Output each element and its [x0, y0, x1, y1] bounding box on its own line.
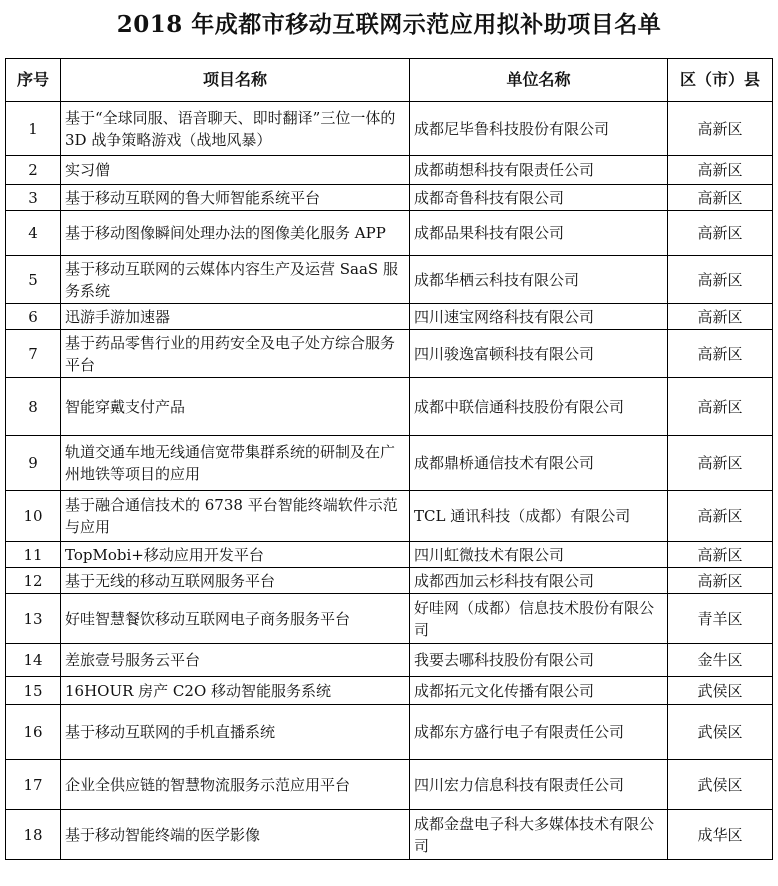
row-unit-name: 成都中联信通科技股份有限公司 — [410, 378, 668, 436]
row-unit-name: 成都金盘电子科大多媒体技术有限公司 — [410, 810, 668, 860]
header-district: 区（市）县 — [668, 59, 773, 102]
row-unit-name: 四川速宝网络科技有限公司 — [410, 304, 668, 330]
row-project-name: 企业全供应链的智慧物流服务示范应用平台 — [61, 760, 410, 810]
row-number: 18 — [6, 810, 61, 860]
row-district: 武侯区 — [668, 760, 773, 810]
row-number: 10 — [6, 491, 61, 542]
page-title: 2018 年成都市移动互联网示范应用拟补助项目名单 — [116, 11, 662, 38]
table-row — [6, 568, 773, 594]
row-project-name: 轨道交通车地无线通信宽带集群系统的研制及在广州地铁等项目的应用 — [61, 436, 410, 491]
table-row — [6, 810, 773, 860]
project-table — [5, 58, 773, 860]
row-district: 高新区 — [668, 378, 773, 436]
row-number: 9 — [6, 436, 61, 491]
row-project-name: 基于移动智能终端的医学影像 — [61, 810, 410, 860]
row-district: 高新区 — [668, 568, 773, 594]
row-unit-name: TCL 通讯科技（成都）有限公司 — [410, 491, 668, 542]
table-row — [6, 760, 773, 810]
table-row — [6, 256, 773, 304]
row-project-name: 实习僧 — [61, 156, 410, 185]
table-row — [6, 330, 773, 378]
row-number: 12 — [6, 568, 61, 594]
row-project-name: 基于无线的移动互联网服务平台 — [61, 568, 410, 594]
row-district: 成华区 — [668, 810, 773, 860]
row-project-name: 智能穿戴支付产品 — [61, 378, 410, 436]
row-project-name: 16HOUR 房产 C2O 移动智能服务系统 — [61, 677, 410, 705]
row-district: 高新区 — [668, 185, 773, 211]
row-project-name: 基于移动互联网的云媒体内容生产及运营 SaaS 服务系统 — [61, 256, 410, 304]
row-unit-name: 四川骏逸富顿科技有限公司 — [410, 330, 668, 378]
row-project-name: 基于移动互联网的鲁大师智能系统平台 — [61, 185, 410, 211]
row-number: 3 — [6, 185, 61, 211]
row-district: 高新区 — [668, 436, 773, 491]
row-unit-name: 成都鼎桥通信技术有限公司 — [410, 436, 668, 491]
row-district: 高新区 — [668, 256, 773, 304]
header-unit: 单位名称 — [410, 59, 668, 102]
table-row — [6, 156, 773, 185]
row-number: 6 — [6, 304, 61, 330]
row-unit-name: 好哇网（成都）信息技术股份有限公司 — [410, 594, 668, 644]
row-project-name: 基于移动图像瞬间处理办法的图像美化服务 APP — [61, 211, 410, 256]
table-row — [6, 677, 773, 705]
row-number: 5 — [6, 256, 61, 304]
header-no: 序号 — [6, 59, 61, 102]
row-district: 青羊区 — [668, 594, 773, 644]
row-number: 8 — [6, 378, 61, 436]
table-row — [6, 211, 773, 256]
table-row — [6, 102, 773, 156]
table-header-row — [6, 59, 773, 102]
row-unit-name: 成都华栖云科技有限公司 — [410, 256, 668, 304]
table-row — [6, 185, 773, 211]
row-number: 2 — [6, 156, 61, 185]
row-district: 高新区 — [668, 304, 773, 330]
row-district: 高新区 — [668, 330, 773, 378]
row-number: 14 — [6, 644, 61, 677]
header-project: 项目名称 — [61, 59, 410, 102]
row-project-name: 迅游手游加速器 — [61, 304, 410, 330]
row-district: 金牛区 — [668, 644, 773, 677]
row-number: 11 — [6, 542, 61, 568]
row-district: 高新区 — [668, 211, 773, 256]
row-unit-name: 四川宏力信息科技有限责任公司 — [410, 760, 668, 810]
table-row — [6, 705, 773, 760]
row-unit-name: 成都品果科技有限公司 — [410, 211, 668, 256]
row-number: 4 — [6, 211, 61, 256]
table-row — [6, 378, 773, 436]
row-unit-name: 成都萌想科技有限责任公司 — [410, 156, 668, 185]
row-project-name: 基于药品零售行业的用药安全及电子处方综合服务平台 — [61, 330, 410, 378]
row-district: 高新区 — [668, 491, 773, 542]
row-number: 1 — [6, 102, 61, 156]
row-unit-name: 成都尼毕鲁科技股份有限公司 — [410, 102, 668, 156]
row-number: 7 — [6, 330, 61, 378]
row-district: 高新区 — [668, 542, 773, 568]
row-district: 武侯区 — [668, 677, 773, 705]
row-project-name: 基于移动互联网的手机直播系统 — [61, 705, 410, 760]
table-row — [6, 304, 773, 330]
row-unit-name: 成都西加云杉科技有限公司 — [410, 568, 668, 594]
table-row — [6, 436, 773, 491]
table-row — [6, 594, 773, 644]
row-district: 高新区 — [668, 156, 773, 185]
table-row — [6, 491, 773, 542]
row-number: 16 — [6, 705, 61, 760]
row-number: 13 — [6, 594, 61, 644]
table-body — [6, 102, 773, 860]
row-unit-name: 四川虹微技术有限公司 — [410, 542, 668, 568]
row-unit-name: 成都拓元文化传播有限公司 — [410, 677, 668, 705]
row-project-name: TopMobi+移动应用开发平台 — [61, 542, 410, 568]
row-unit-name: 成都东方盛行电子有限责任公司 — [410, 705, 668, 760]
row-project-name: 基于“全球同服、语音聊天、即时翻译”三位一体的 3D 战争策略游戏（战地风暴） — [61, 102, 410, 156]
table-row — [6, 542, 773, 568]
row-number: 17 — [6, 760, 61, 810]
row-project-name: 基于融合通信技术的 6738 平台智能终端软件示范与应用 — [61, 491, 410, 542]
row-district: 高新区 — [668, 102, 773, 156]
row-unit-name: 我要去哪科技股份有限公司 — [410, 644, 668, 677]
row-number: 15 — [6, 677, 61, 705]
row-district: 武侯区 — [668, 705, 773, 760]
row-project-name: 差旅壹号服务云平台 — [61, 644, 410, 677]
table-row — [6, 644, 773, 677]
row-unit-name: 成都奇鲁科技有限公司 — [410, 185, 668, 211]
row-project-name: 好哇智慧餐饮移动互联网电子商务服务平台 — [61, 594, 410, 644]
